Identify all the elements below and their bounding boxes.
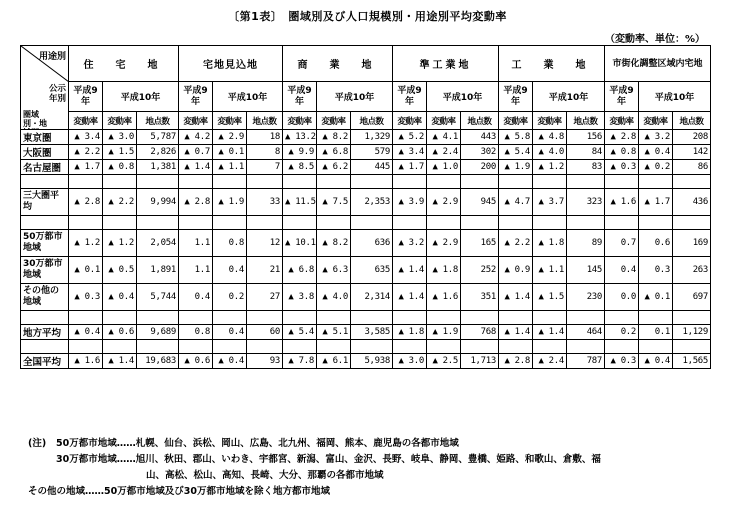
points-cell: 200 [461, 160, 499, 175]
points-cell: 1,329 [351, 130, 393, 145]
rate-cell: ▲ 1.2 [103, 230, 137, 257]
rate-cell: ▲ 3.2 [639, 130, 673, 145]
year-h9-header: 平成9年 [179, 82, 213, 112]
rate-cell: ▲ 4.0 [317, 284, 351, 311]
rate-cell: 0.3 [639, 257, 673, 284]
rate-header: 変動率 [533, 112, 567, 130]
rate-header: 変動率 [103, 112, 137, 130]
points-cell: 18 [247, 130, 283, 145]
note1-text: 札幌、仙台、浜松、岡山、広島、北九州、福岡、熊本、鹿児島の各都市地域 [135, 438, 459, 449]
row-label: 50万都市地域 [21, 230, 69, 257]
rate-cell: ▲ 1.6 [69, 354, 103, 369]
rate-cell: ▲ 1.7 [69, 160, 103, 175]
rate-cell: ▲ 1.1 [533, 257, 567, 284]
rate-cell: ▲ 2.8 [499, 354, 533, 369]
points-cell: 19,683 [137, 354, 179, 369]
year-h10-header: 平成10年 [103, 82, 179, 112]
points-header: 地点数 [461, 112, 499, 130]
note3-label: その他の地域…… [28, 486, 105, 497]
points-cell: 302 [461, 145, 499, 160]
category-prospective-residential: 宅地見込地 [179, 46, 283, 82]
points-cell: 351 [461, 284, 499, 311]
points-cell: 579 [351, 145, 393, 160]
rate-cell: ▲ 1.1 [213, 160, 247, 175]
points-cell: 323 [567, 189, 605, 216]
points-cell: 9,689 [137, 325, 179, 340]
rate-cell: ▲ 0.2 [639, 160, 673, 175]
table-row [21, 257, 711, 284]
rate-cell: ▲ 1.6 [427, 284, 461, 311]
points-cell: 1,713 [461, 354, 499, 369]
rate-cell: ▲ 1.7 [393, 160, 427, 175]
year-h10-header: 平成10年 [639, 82, 711, 112]
points-header: 地点数 [351, 112, 393, 130]
table-row [21, 189, 711, 216]
table-row [21, 230, 711, 257]
rate-cell: ▲ 6.1 [317, 354, 351, 369]
note2-text-cont: 山、高松、松山、高知、長崎、大分、那覇の各都市地域 [146, 470, 384, 481]
rate-cell: ▲ 2.9 [427, 230, 461, 257]
points-cell: 33 [247, 189, 283, 216]
rate-header: 変動率 [317, 112, 351, 130]
category-industrial: 工 業 地 [499, 46, 605, 82]
rate-cell: 0.4 [213, 257, 247, 284]
points-cell: 787 [567, 354, 605, 369]
rate-cell: ▲ 0.7 [179, 145, 213, 160]
rate-cell: ▲ 9.9 [283, 145, 317, 160]
rate-cell: 0.8 [213, 230, 247, 257]
rate-cell: ▲ 1.5 [103, 145, 137, 160]
spacer-row [21, 216, 711, 230]
year-h9-header: 平成9年 [499, 82, 533, 112]
rate-cell: 0.0 [605, 284, 639, 311]
points-cell: 230 [567, 284, 605, 311]
corner-usage-label: 用途別 [38, 52, 66, 62]
rate-cell: ▲ 0.6 [179, 354, 213, 369]
rate-cell: ▲ 3.7 [533, 189, 567, 216]
rate-cell: ▲ 5.2 [393, 130, 427, 145]
points-cell: 84 [567, 145, 605, 160]
points-cell: 5,938 [351, 354, 393, 369]
rate-cell: ▲ 6.8 [283, 257, 317, 284]
rate-cell: ▲ 5.4 [283, 325, 317, 340]
rate-header: 変動率 [213, 112, 247, 130]
points-cell: 208 [673, 130, 711, 145]
rate-cell: 0.8 [179, 325, 213, 340]
rate-cell: ▲ 10.1 [283, 230, 317, 257]
rate-cell: 1.1 [179, 230, 213, 257]
rate-cell: ▲ 2.2 [499, 230, 533, 257]
category-residential: 住 宅 地 [69, 46, 179, 82]
rate-cell: ▲ 0.4 [639, 354, 673, 369]
rate-cell: ▲ 0.5 [103, 257, 137, 284]
rate-cell: ▲ 0.1 [213, 145, 247, 160]
corner-year-label: 公示年別 [48, 84, 66, 104]
rate-cell: ▲ 1.4 [533, 325, 567, 340]
rate-cell: ▲ 1.4 [499, 284, 533, 311]
points-cell: 2,054 [137, 230, 179, 257]
rate-cell: ▲ 5.1 [317, 325, 351, 340]
points-cell: 83 [567, 160, 605, 175]
notes-prefix: (注) [28, 438, 47, 449]
rate-cell: ▲ 3.9 [393, 189, 427, 216]
spacer-row [21, 175, 711, 189]
points-cell: 252 [461, 257, 499, 284]
rate-cell: ▲ 13.2 [283, 130, 317, 145]
year-h10-header: 平成10年 [533, 82, 605, 112]
rate-cell: ▲ 0.6 [103, 325, 137, 340]
points-cell: 156 [567, 130, 605, 145]
row-label: 名古屋圏 [21, 160, 69, 175]
rate-cell: 0.4 [179, 284, 213, 311]
points-cell: 1,565 [673, 354, 711, 369]
table-row [21, 145, 711, 160]
table-row [21, 325, 711, 340]
rate-cell: ▲ 2.9 [213, 130, 247, 145]
rate-cell: ▲ 2.4 [427, 145, 461, 160]
rate-cell: ▲ 0.3 [605, 354, 639, 369]
rate-cell: 0.7 [605, 230, 639, 257]
rate-header: 変動率 [179, 112, 213, 130]
rate-header: 変動率 [499, 112, 533, 130]
rate-cell: ▲ 0.4 [103, 284, 137, 311]
row-label: 地方平均 [21, 325, 69, 340]
points-cell: 1,381 [137, 160, 179, 175]
rate-cell: ▲ 4.8 [533, 130, 567, 145]
table-title: 〔第1表〕 圏域別及び人口規模別・用途別平均変動率 [228, 10, 507, 23]
rate-cell: ▲ 1.9 [499, 160, 533, 175]
rate-cell: ▲ 2.5 [427, 354, 461, 369]
rate-cell: 0.4 [605, 257, 639, 284]
rate-cell: ▲ 3.0 [103, 130, 137, 145]
rate-cell: ▲ 2.8 [69, 189, 103, 216]
points-cell: 7 [247, 160, 283, 175]
rate-cell: ▲ 3.4 [69, 130, 103, 145]
row-label: 全国平均 [21, 354, 69, 369]
rate-cell: ▲ 7.8 [283, 354, 317, 369]
rate-header: 変動率 [427, 112, 461, 130]
rate-cell: ▲ 2.2 [69, 145, 103, 160]
points-cell: 443 [461, 130, 499, 145]
rate-cell: ▲ 1.4 [179, 160, 213, 175]
points-cell: 27 [247, 284, 283, 311]
category-quasi-industrial: 準工業地 [393, 46, 499, 82]
rate-cell: ▲ 1.4 [393, 284, 427, 311]
points-header: 地点数 [137, 112, 179, 130]
rate-cell: ▲ 1.2 [533, 160, 567, 175]
year-h9-header: 平成9年 [393, 82, 427, 112]
rate-cell: ▲ 2.9 [427, 189, 461, 216]
rate-cell: ▲ 8.2 [317, 230, 351, 257]
points-cell: 697 [673, 284, 711, 311]
points-header: 地点数 [247, 112, 283, 130]
table-row [21, 160, 711, 175]
points-cell: 145 [567, 257, 605, 284]
points-cell: 445 [351, 160, 393, 175]
rate-cell: ▲ 2.8 [605, 130, 639, 145]
points-cell: 2,353 [351, 189, 393, 216]
year-h10-header: 平成10年 [427, 82, 499, 112]
rate-cell: ▲ 3.8 [283, 284, 317, 311]
rate-cell: ▲ 0.8 [605, 145, 639, 160]
points-cell: 89 [567, 230, 605, 257]
rate-cell: 0.6 [639, 230, 673, 257]
points-cell: 60 [247, 325, 283, 340]
rate-cell: ▲ 3.0 [393, 354, 427, 369]
rate-cell: ▲ 1.8 [393, 325, 427, 340]
rate-cell: ▲ 1.8 [533, 230, 567, 257]
data-table [20, 45, 711, 369]
row-label: 東京圏 [21, 130, 69, 145]
points-cell: 1,129 [673, 325, 711, 340]
rate-cell: ▲ 1.4 [499, 325, 533, 340]
note2-text: 旭川、秋田、郡山、いわき、宇都宮、新潟、富山、金沢、長野、岐阜、静岡、豊橋、姫路、和歌山、倉敷、福 [135, 454, 601, 465]
points-cell: 5,787 [137, 130, 179, 145]
rate-cell: ▲ 2.4 [533, 354, 567, 369]
rate-cell: 0.4 [213, 325, 247, 340]
points-cell: 93 [247, 354, 283, 369]
rate-header: 変動率 [283, 112, 317, 130]
rate-cell: ▲ 8.5 [283, 160, 317, 175]
rate-cell: ▲ 4.0 [533, 145, 567, 160]
year-h9-header: 平成9年 [283, 82, 317, 112]
rate-cell: ▲ 1.9 [213, 189, 247, 216]
notes [28, 436, 601, 500]
rate-header: 変動率 [639, 112, 673, 130]
table-row [21, 130, 711, 145]
rate-cell: ▲ 0.1 [639, 284, 673, 311]
rate-cell: ▲ 0.4 [213, 354, 247, 369]
table-row [21, 354, 711, 369]
header-corner [21, 46, 69, 130]
points-cell: 165 [461, 230, 499, 257]
rate-cell: ▲ 8.2 [317, 130, 351, 145]
points-cell: 436 [673, 189, 711, 216]
rate-cell: ▲ 6.8 [317, 145, 351, 160]
rate-cell: ▲ 1.4 [393, 257, 427, 284]
rate-cell: ▲ 4.2 [179, 130, 213, 145]
category-commercial: 商 業 地 [283, 46, 393, 82]
rate-cell: ▲ 5.4 [499, 145, 533, 160]
points-cell: 3,585 [351, 325, 393, 340]
rate-header: 変動率 [69, 112, 103, 130]
rate-cell: ▲ 3.2 [393, 230, 427, 257]
points-cell: 2,826 [137, 145, 179, 160]
points-cell: 945 [461, 189, 499, 216]
category-urbanization-control: 市街化調整区域内宅地 [605, 46, 711, 82]
row-label: 三大圏平均 [21, 189, 69, 216]
corner-region-label: 圏域別・地 [23, 110, 47, 128]
points-cell: 9,994 [137, 189, 179, 216]
points-cell: 5,744 [137, 284, 179, 311]
rate-cell: ▲ 5.8 [499, 130, 533, 145]
rate-cell: ▲ 1.8 [427, 257, 461, 284]
points-cell: 142 [673, 145, 711, 160]
points-cell: 263 [673, 257, 711, 284]
points-cell: 8 [247, 145, 283, 160]
rate-cell: ▲ 0.3 [605, 160, 639, 175]
row-label: その他の地域 [21, 284, 69, 311]
rate-header: 変動率 [393, 112, 427, 130]
points-cell: 2,314 [351, 284, 393, 311]
year-h9-header: 平成9年 [69, 82, 103, 112]
points-cell: 12 [247, 230, 283, 257]
points-cell: 636 [351, 230, 393, 257]
points-header: 地点数 [673, 112, 711, 130]
note1-label: 50万都市地域…… [56, 438, 136, 449]
rate-cell: ▲ 0.9 [499, 257, 533, 284]
rate-cell: ▲ 1.4 [103, 354, 137, 369]
points-header: 地点数 [567, 112, 605, 130]
rate-cell: ▲ 1.7 [639, 189, 673, 216]
rate-cell: 0.2 [605, 325, 639, 340]
points-cell: 768 [461, 325, 499, 340]
spacer-row [21, 311, 711, 325]
rate-cell: ▲ 0.1 [69, 257, 103, 284]
note3-text: 50万都市地域及び30万都市地域を除く地方都市地域 [104, 486, 330, 497]
rate-cell: ▲ 6.2 [317, 160, 351, 175]
rate-cell: ▲ 11.5 [283, 189, 317, 216]
rate-cell: ▲ 1.2 [69, 230, 103, 257]
rate-cell: ▲ 1.6 [605, 189, 639, 216]
note2-label: 30万都市地域…… [56, 454, 136, 465]
rate-cell: 0.1 [639, 325, 673, 340]
rate-cell: ▲ 2.2 [103, 189, 137, 216]
points-cell: 169 [673, 230, 711, 257]
rate-cell: ▲ 2.8 [179, 189, 213, 216]
rate-cell: ▲ 0.3 [69, 284, 103, 311]
points-cell: 464 [567, 325, 605, 340]
rate-cell: ▲ 0.8 [103, 160, 137, 175]
rate-cell: 1.1 [179, 257, 213, 284]
rate-cell: ▲ 0.4 [639, 145, 673, 160]
rate-cell: 0.2 [213, 284, 247, 311]
row-label: 大阪圏 [21, 145, 69, 160]
spacer-row [21, 340, 711, 354]
unit-note: （変動率、単位：%） [604, 34, 705, 45]
table-row [21, 284, 711, 311]
rate-cell: ▲ 4.1 [427, 130, 461, 145]
points-cell: 86 [673, 160, 711, 175]
rate-cell: ▲ 1.5 [533, 284, 567, 311]
row-label: 30万都市地域 [21, 257, 69, 284]
year-h10-header: 平成10年 [213, 82, 283, 112]
rate-cell: ▲ 7.5 [317, 189, 351, 216]
rate-cell: ▲ 1.0 [427, 160, 461, 175]
rate-cell: ▲ 3.4 [393, 145, 427, 160]
points-cell: 1,891 [137, 257, 179, 284]
rate-cell: ▲ 0.4 [69, 325, 103, 340]
rate-cell: ▲ 6.3 [317, 257, 351, 284]
points-cell: 635 [351, 257, 393, 284]
points-cell: 21 [247, 257, 283, 284]
year-h9-header: 平成9年 [605, 82, 639, 112]
year-h10-header: 平成10年 [317, 82, 393, 112]
rate-cell: ▲ 1.9 [427, 325, 461, 340]
rate-header: 変動率 [605, 112, 639, 130]
rate-cell: ▲ 4.7 [499, 189, 533, 216]
